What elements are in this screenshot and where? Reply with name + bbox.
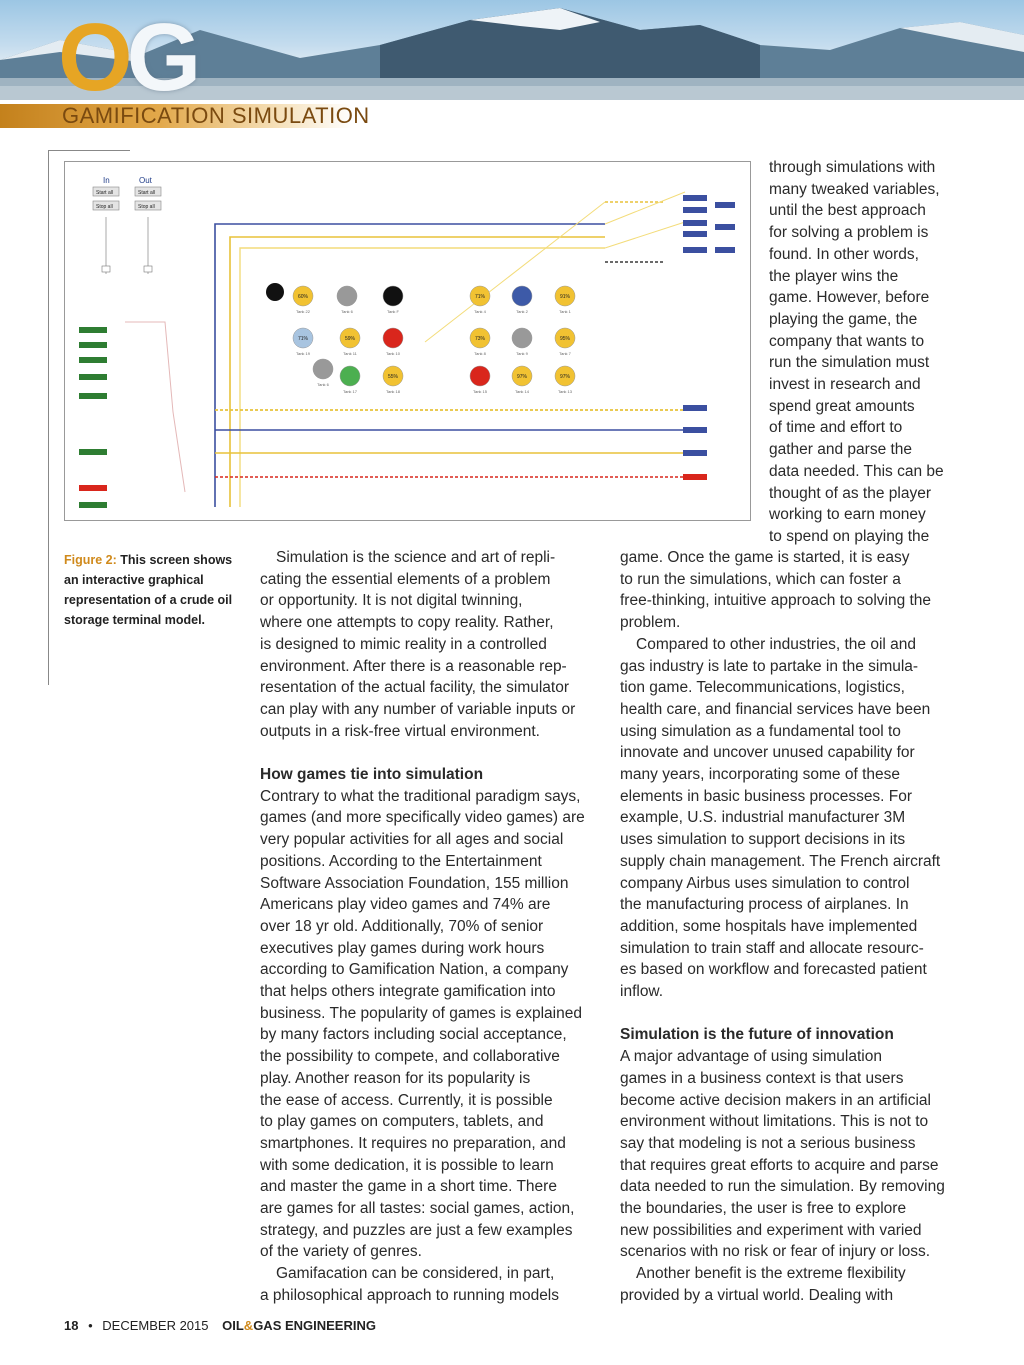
tank-14[interactable] [383, 366, 403, 394]
out-label: Out [139, 176, 152, 185]
left-column-line: the possibility to compete, and collaborative [260, 1048, 560, 1066]
magazine-name-part2: GAS ENGINEERING [253, 1318, 376, 1333]
left-column-line: or opportunity. It is not digital twinning, [260, 592, 523, 610]
right-column-line: addition, some hospitals have implemented [620, 917, 918, 935]
tank-level-circle [470, 366, 490, 386]
right-column-line: become active decision makers in an artificial [620, 1091, 931, 1109]
figure-caption [64, 550, 244, 630]
right-column-top-line: found. In other words, [769, 245, 919, 263]
terminal-model-diagram [65, 162, 750, 520]
tank-name: Tank 14 [514, 389, 530, 394]
tank-level-circle [383, 286, 403, 306]
right-column-line: health care, and financial services have been [620, 700, 931, 718]
left-column-line: according to Gamification Nation, a company [260, 961, 569, 979]
right-column-top-line: working to earn money [769, 506, 926, 524]
left-column-line: outputs in a risk-free virtual environment. [260, 722, 540, 740]
tank-level-circle [383, 328, 403, 348]
left-column-line: can play with any number of variable inputs or [260, 700, 576, 718]
out-slider-handle[interactable] [144, 266, 152, 272]
left-column-line: that helps others integrate gamification into [260, 983, 556, 1001]
magazine-name-part1: OIL [222, 1318, 244, 1333]
pipeline-diag-1 [605, 192, 685, 224]
right-column-top-line: company that wants to [769, 332, 925, 350]
right-column-line: the boundaries, the user is free to explore [620, 1200, 907, 1218]
tank-9[interactable] [470, 328, 490, 356]
right-column-line: elements in basic business processes. For [620, 787, 913, 805]
right-column-line: gas industry is late to partake in the simula- [620, 657, 919, 675]
frame-rule-top [48, 150, 130, 151]
left-column-line: very popular activities for all ages and social [260, 831, 564, 849]
tank-0[interactable] [293, 286, 313, 314]
right-column-top-line: through simulations with [769, 159, 936, 176]
tank-pct: 60% [297, 294, 309, 300]
tank-pct: 73% [474, 336, 486, 342]
left-column-line: by many factors including social acceptance, [260, 1026, 567, 1044]
tank-level-circle [337, 286, 357, 306]
right-column-line: es based on workflow and forecasted patient [620, 961, 927, 979]
right-column-line: new possibilities and experiment with varied [620, 1221, 922, 1239]
right-column-line: data needed to run the simulation. By removing [620, 1178, 945, 1196]
page-number: 18 [64, 1318, 79, 1333]
tank-name: Tank 18 [385, 389, 401, 394]
magazine-name-amp: & [243, 1318, 254, 1333]
tank-pct: 95% [559, 336, 571, 342]
left-column-line: Americans play video games and 74% are [260, 896, 551, 914]
left-column-spacer [260, 742, 605, 764]
right-column-line: to run the simulations, which can foster a [620, 570, 901, 588]
right-column-line: that requires great efforts to acquire and parse [620, 1156, 939, 1174]
right-column-line: supply chain management. The French aircraft [620, 852, 941, 870]
right-column-line: many years, incorporating some of these [620, 766, 900, 784]
left-column-line: of the variety of genres. [260, 1243, 422, 1261]
out-start-all-label: Start all [138, 190, 155, 196]
left-column-line: cating the essential elements of a problem [260, 570, 551, 588]
og-logo [58, 4, 196, 100]
right-column-line: scenarios with no risk or fear of injury or loss. [620, 1243, 931, 1261]
tank-pct: 55% [387, 374, 399, 380]
left-column [260, 547, 605, 1307]
right-column-line: provided by a virtual world. Dealing with [620, 1286, 894, 1304]
right-column-top-line: for solving a problem is [769, 224, 929, 242]
right-valve-4[interactable] [683, 231, 707, 237]
tank-name: Tank 13 [557, 389, 573, 394]
right-column [620, 547, 970, 1307]
pipeline-blue [215, 224, 605, 507]
left-column-line: games (and more specifically video games) are [260, 809, 585, 827]
left-column-line: business. The popularity of games is explained [260, 1004, 582, 1022]
right-column-line: game. Once the game is started, it is easy [620, 549, 910, 566]
tank-4[interactable] [512, 286, 532, 314]
valve-1[interactable] [79, 327, 107, 333]
tank-17[interactable] [555, 366, 575, 394]
left-column-line: are games for all tastes: social games, action, [260, 1200, 575, 1218]
right-valve-11[interactable] [715, 224, 735, 230]
valve-6[interactable] [79, 449, 107, 455]
right-valve-1[interactable] [683, 195, 707, 201]
tank-level-circle [512, 286, 532, 306]
tank-name: Tank 2 [516, 309, 528, 314]
tank-12[interactable] [313, 359, 333, 387]
tank-name: Tank 19 [295, 351, 311, 356]
tank-name: Tank 22 [295, 309, 311, 314]
tank-name: Tank 6 [317, 382, 329, 387]
right-column-line: using simulation as a fundamental tool to [620, 722, 901, 740]
right-column-line: uses simulation to support decisions in its [620, 831, 906, 849]
tank-pct: 59% [344, 336, 356, 342]
tank-3[interactable] [470, 286, 490, 314]
right-column-top-line: game. However, before [769, 289, 930, 307]
tank-pct: 97% [559, 374, 571, 380]
left-column-line: is designed to mimic reality in a controlled [260, 635, 547, 653]
tank-level-circle [313, 359, 333, 379]
footer-separator: • [88, 1318, 93, 1333]
right-column-top-line: many tweaked variables, [769, 180, 940, 198]
in-label: In [103, 176, 110, 185]
right-valve-9[interactable] [683, 474, 707, 480]
out-stop-all-label: Stop all [138, 204, 155, 210]
left-column-line: to play games on computers, tablets, and [260, 1113, 544, 1131]
pipeline-yellow-2 [240, 248, 605, 507]
figure-caption-label: Figure 2: [64, 553, 117, 567]
tank-pct: 97% [516, 374, 528, 380]
right-column-line: inflow. [620, 983, 664, 1001]
pipeline-diag-3 [425, 202, 605, 342]
right-column-line: Another benefit is the extreme flexibility [636, 1265, 906, 1283]
right-valve-2[interactable] [683, 207, 707, 213]
tank-pct: 71% [297, 336, 309, 342]
tank-name: Tank 1 [559, 309, 571, 314]
right-valve-6[interactable] [683, 405, 707, 411]
right-column-line: tion game. Telecommunications, logistics, [620, 679, 905, 697]
tank-11[interactable] [555, 328, 575, 356]
tank-pct: 71% [474, 294, 486, 300]
right-column-top-line: spend great amounts [769, 397, 915, 415]
pipeline-diag-2 [605, 222, 685, 248]
left-column-line: positions. According to the Entertainment [260, 852, 542, 870]
tank-15[interactable] [470, 366, 490, 394]
header-banner [0, 0, 1024, 100]
left-column-line: and master the game in a short time. There [260, 1178, 557, 1196]
figure-caption-text: This screen shows an interactive graphical representation of a crude oil storage terminal model. [64, 553, 233, 627]
right-column-top [769, 157, 969, 548]
right-column-line: company Airbus uses simulation to control [620, 874, 910, 892]
right-column-top-line: until the best approach [769, 202, 926, 220]
right-column-line: the manufacturing process of airplanes. In [620, 896, 909, 914]
right-column-top-line: to spend on playing the [769, 527, 930, 545]
tank-level-circle [512, 328, 532, 348]
left-column-line: the ease of access. Currently, it is possible [260, 1091, 553, 1109]
right-valve-7[interactable] [683, 427, 707, 433]
tank-pct: 91% [559, 294, 571, 300]
terminal-model-figure [64, 161, 751, 521]
tank-6[interactable] [293, 328, 313, 356]
pipeline-pink [125, 322, 185, 492]
tank-name: Tank F [386, 309, 400, 314]
right-column-line: simulation to train staff and allocate resourc- [620, 939, 924, 957]
right-column-top-line: invest in research and [769, 376, 921, 394]
left-column-line: where one attempts to copy reality. Rather, [260, 614, 554, 632]
tank-name: Tank 11 [343, 351, 357, 356]
valve-5[interactable] [79, 393, 107, 399]
right-valve-5[interactable] [683, 247, 707, 253]
right-column-line: games in a business context is that users [620, 1069, 904, 1087]
left-column-line: executives play games during work hours [260, 939, 545, 957]
right-valve-stack [683, 195, 735, 480]
right-column-line: say that modeling is not a serious business [620, 1134, 916, 1152]
tank-name: Tank 15 [472, 389, 488, 394]
right-valve-10[interactable] [715, 202, 735, 208]
right-column-line: environment without limitations. This is not to [620, 1113, 929, 1131]
valve-8[interactable] [79, 502, 107, 508]
left-column-line: environment. After there is a reasonable rep- [260, 657, 567, 675]
right-column-top-line: of time and effort to [769, 419, 903, 437]
left-column-line: a philosophical approach to running models [260, 1286, 560, 1304]
right-column-top-line: the player wins the [769, 267, 899, 285]
right-column-spacer [620, 1003, 970, 1025]
right-valve-8[interactable] [683, 450, 707, 456]
left-column-line: over 18 yr old. Additionally, 70% of senior [260, 917, 544, 935]
tank-16[interactable] [512, 366, 532, 394]
tank-5[interactable] [555, 286, 575, 314]
left-column-line: with some dedication, it is possible to learn [260, 1156, 554, 1174]
valve-3[interactable] [79, 357, 107, 363]
tank-name: Tank 4 [474, 309, 486, 314]
in-start-all-label: Start all [96, 190, 113, 196]
logo-letter-g: G [126, 4, 196, 100]
tank-name: Tank 6 [341, 309, 353, 314]
tank-name: Tank 9 [516, 351, 528, 356]
logo-letter-o: O [58, 4, 127, 100]
tank-name: Tank 7 [559, 351, 571, 356]
valve-4[interactable] [79, 374, 107, 380]
left-column-heading: How games tie into simulation [260, 766, 484, 784]
issue-date: DECEMBER 2015 [102, 1318, 209, 1333]
right-valve-12[interactable] [715, 247, 735, 253]
right-column-top-line: data needed. This can be [769, 462, 944, 480]
in-slider-handle[interactable] [102, 266, 110, 272]
left-column-line: Gamifacation can be considered, in part, [276, 1265, 555, 1283]
right-column-line: A major advantage of using simulation [620, 1048, 882, 1066]
tank-7[interactable] [340, 328, 360, 356]
right-column-line: problem. [620, 614, 681, 632]
right-column-top-line: thought of as the player [769, 484, 932, 502]
left-column-line: Simulation is the science and art of repli- [276, 549, 556, 566]
section-title: GAMIFICATION SIMULATION [62, 103, 370, 128]
valve-7[interactable] [79, 485, 107, 491]
left-valve-stack [79, 327, 107, 508]
tank-1[interactable] [337, 286, 357, 314]
valve-2[interactable] [79, 342, 107, 348]
right-column-top-line: run the simulation must [769, 354, 930, 372]
right-column-line: free-thinking, intuitive approach to solving the [620, 592, 932, 610]
tank-name: Tank 8 [474, 351, 486, 356]
magazine-name [222, 1318, 376, 1333]
tank-black[interactable] [266, 283, 284, 301]
in-stop-all-label: Stop all [96, 204, 113, 210]
tank-8[interactable] [383, 328, 403, 356]
left-column-line: Software Association Foundation, 155 million [260, 874, 569, 892]
left-column-line: play. Another reason for its popularity is [260, 1069, 531, 1087]
tank-name: Tank 17 [342, 389, 358, 394]
left-column-line: smartphones. It requires no preparation, and [260, 1134, 566, 1152]
pipeline-yellow-1 [230, 237, 605, 507]
left-column-line: resentation of the actual facility, the simulator [260, 679, 570, 697]
right-valve-3[interactable] [683, 220, 707, 226]
right-column-heading: Simulation is the future of innovation [620, 1026, 894, 1044]
tank-layer [266, 283, 575, 394]
left-column-line: Contrary to what the traditional paradigm says, [260, 787, 581, 805]
frame-rule-left [48, 150, 49, 685]
tank-name: Tank 10 [385, 351, 401, 356]
right-column-line: example, U.S. industrial manufacturer 3M [620, 809, 906, 827]
tank-level-circle [340, 366, 360, 386]
right-column-line: Compared to other industries, the oil and [636, 635, 917, 653]
tank-2[interactable] [383, 286, 403, 314]
tank-13[interactable] [340, 366, 360, 394]
right-column-top-line: gather and parse the [769, 441, 913, 459]
right-column-top-line: playing the game, the [769, 310, 918, 328]
page-footer [64, 1318, 376, 1333]
left-column-line: strategy, and puzzles are just a few examples [260, 1221, 573, 1239]
right-column-line: innovate and uncover unused capability for [620, 744, 915, 762]
tank-10[interactable] [512, 328, 532, 356]
